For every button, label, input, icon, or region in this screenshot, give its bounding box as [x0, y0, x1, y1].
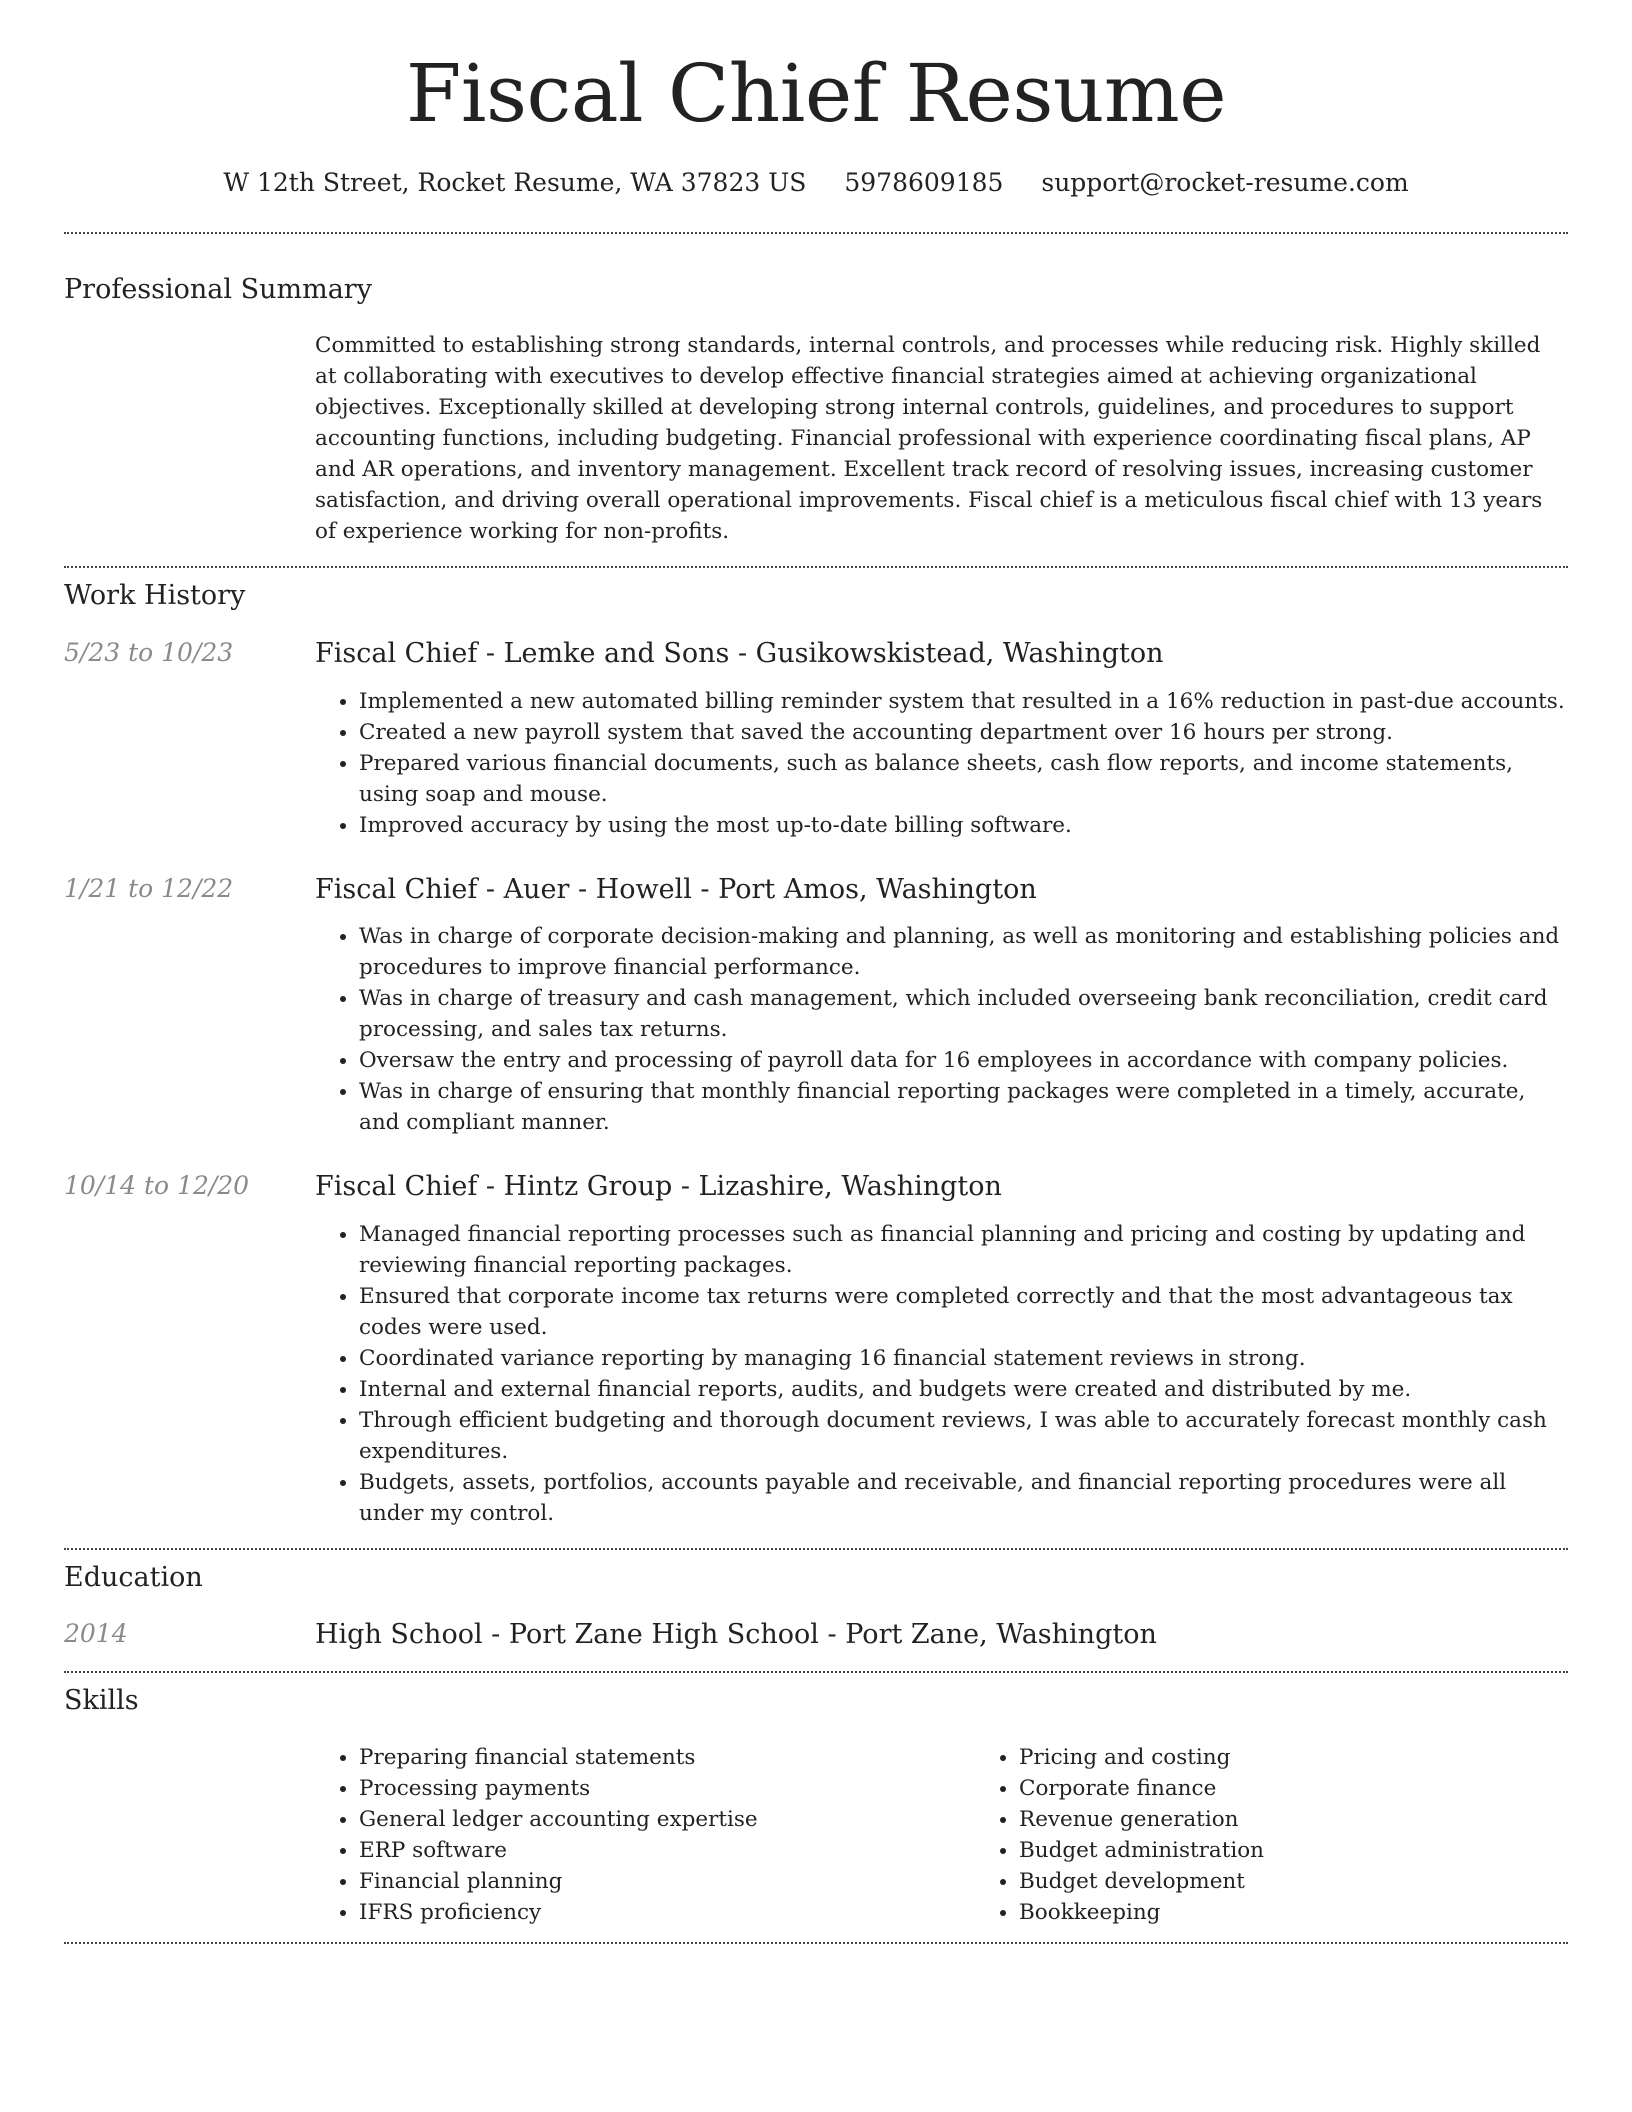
address: W 12th Street, Rocket Resume, WA 37823 US [223, 168, 807, 197]
skills-divider [64, 1942, 1568, 1944]
job-entry [64, 637, 1568, 841]
summary-text: Committed to establishing strong standards, internal controls, and processes while reducing risk. Highly skilled at collaborating with executives to develop effective financial strategies aimed at achieving organizational objectives. Exceptionally skilled at developing strong internal controls, guidelines, and procedures to support accounting functions, including budgeting. Financial professional with experience coordinating fiscal plans, AP and AR operations, and inventory management. Excellent track record of resolving issues, increasing customer satisfaction, and driving overall operational improvements. Fiscal chief is a meticulous fiscal chief with 13 years of experience working for non-profits. [315, 333, 1543, 545]
job-bullets [315, 921, 1568, 1138]
summary-divider [64, 566, 1568, 568]
job-content [315, 1170, 1568, 1529]
skill-item: • General ledger accounting expertise [359, 1804, 975, 1835]
education-entry [64, 1618, 1568, 1652]
education-degree: High School [315, 1619, 483, 1651]
skills-list-right [975, 1742, 1632, 1928]
job-bullet: • Oversaw the entry and processing of payroll data for 16 employees in accordance with company policies. [359, 1045, 1568, 1076]
skill-item: • Revenue generation [1019, 1804, 1632, 1835]
job-title: Fiscal Chief - Auer - Howell - Port Amos, Washington [315, 873, 1037, 905]
job-dates: 5/23 to 10/23 [64, 637, 234, 667]
contact-line [64, 168, 1568, 198]
skill-item: • Pricing and costing [1019, 1742, 1632, 1773]
skills-heading: Skills [64, 1685, 139, 1717]
job-bullet: • Prepared various financial documents, such as balance sheets, cash flow reports, and income statements, using soap and mouse. [359, 748, 1568, 810]
job-dates: 1/21 to 12/22 [64, 873, 234, 903]
job-content [315, 637, 1568, 841]
work-divider [64, 1548, 1568, 1550]
skill-item: • Corporate finance [1019, 1773, 1632, 1804]
job-bullet: • Ensured that corporate income tax returns were completed correctly and that the most advantageous tax codes were used. [359, 1281, 1568, 1343]
skill-item: • IFRS proficiency [359, 1897, 975, 1928]
skill-item: • Budget administration [1019, 1835, 1632, 1866]
work-heading: Work History [64, 580, 246, 612]
skills-list-left [315, 1742, 975, 1928]
education-divider [64, 1671, 1568, 1673]
job-entry [64, 1170, 1568, 1529]
job-bullet: • Budgets, assets, portfolios, accounts payable and receivable, and financial reporting procedures were all under my control. [359, 1467, 1568, 1529]
summary-heading: Professional Summary [64, 274, 372, 305]
job-bullet: • Through efficient budgeting and thorough document reviews, I was able to accurately forecast monthly cash expenditures. [359, 1405, 1568, 1467]
skill-item: • Financial planning [359, 1866, 975, 1897]
job-entry [64, 873, 1568, 1139]
email: support@rocket-resume.com [1041, 168, 1409, 197]
skills-row [64, 1742, 1568, 1928]
job-bullet: • Internal and external financial reports, audits, and budgets were created and distributed by me. [359, 1374, 1568, 1405]
job-title: Fiscal Chief - Hintz Group - Lizashire, Washington [315, 1171, 1002, 1203]
skill-item: • Bookkeeping [1019, 1897, 1632, 1928]
resume-title: Fiscal Chief Resume [405, 47, 1227, 140]
job-content [315, 873, 1568, 1139]
skill-item: • Preparing financial statements [359, 1742, 975, 1773]
education-year: 2014 [64, 1619, 128, 1649]
job-bullet: • Improved accuracy by using the most up-to-date billing software. [359, 810, 1568, 841]
education-detail: - Port Zane High School - Port Zane, Washington [482, 1619, 1157, 1651]
education-heading: Education [64, 1562, 203, 1594]
header-divider [64, 232, 1568, 234]
job-bullets [315, 1219, 1568, 1529]
job-bullets [315, 686, 1568, 841]
job-bullet: • Coordinated variance reporting by managing 16 financial statement reviews in strong. [359, 1343, 1568, 1374]
job-bullet: • Created a new payroll system that saved the accounting department over 16 hours per strong. [359, 717, 1568, 748]
job-bullet: • Was in charge of ensuring that monthly financial reporting packages were completed in a timely, accurate, and compliant manner. [359, 1076, 1568, 1138]
job-title: Fiscal Chief - Lemke and Sons - Gusikowskistead, Washington [315, 637, 1164, 669]
job-bullet: • Managed financial reporting processes such as financial planning and pricing and costing by updating and reviewing financial reporting packages. [359, 1219, 1568, 1281]
phone: 5978609185 [844, 168, 1004, 197]
skill-item: • Budget development [1019, 1866, 1632, 1897]
job-bullet: • Was in charge of corporate decision-making and planning, as well as monitoring and establishing policies and procedures to improve financial performance. [359, 921, 1568, 983]
summary-row [64, 330, 1568, 547]
skill-item: • Processing payments [359, 1773, 975, 1804]
job-bullet: • Implemented a new automated billing reminder system that resulted in a 16% reduction in past-due accounts. [359, 686, 1568, 717]
job-bullet: • Was in charge of treasury and cash management, which included overseeing bank reconciliation, credit card processing, and sales tax returns. [359, 983, 1568, 1045]
skill-item: • ERP software [359, 1835, 975, 1866]
job-dates: 10/14 to 12/20 [64, 1171, 250, 1201]
skills-grid [315, 1742, 1632, 1928]
education-content [315, 1618, 1568, 1652]
